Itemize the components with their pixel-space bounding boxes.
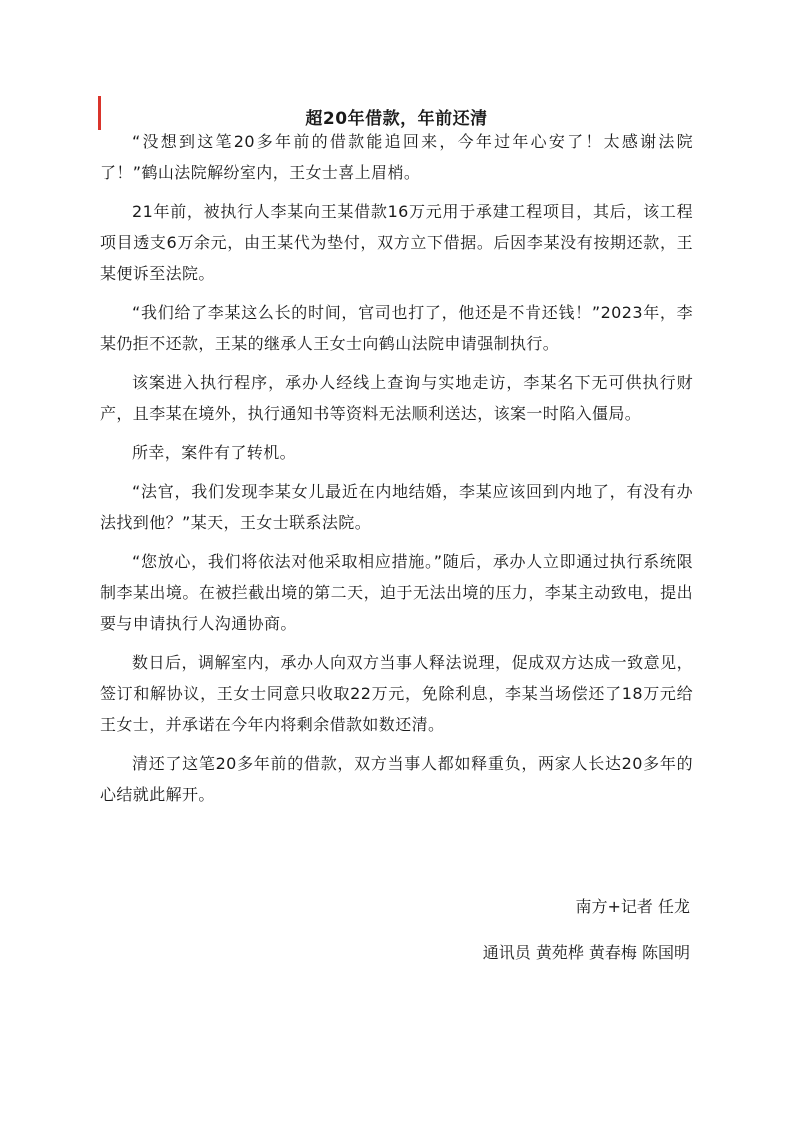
article-paragraph: 21年前，被执行人李某向王某借款16万元用于承建工程项目，其后，该工程项目透支6万余元，由王某代为垫付，双方立下借据。后因李某没有按期还款，王某便诉至法院。 xyxy=(100,202,693,283)
reporter-credit: 南方+记者 任龙 xyxy=(575,897,690,916)
article-paragraph: “法官，我们发现李某女儿最近在内地结婚，李某应该回到内地了，有没有办法找到他？”某天，王女士联系法院。 xyxy=(100,482,693,532)
article-paragraph: 所幸，案件有了转机。 xyxy=(132,443,297,462)
article-paragraph: 清还了这笔20多年前的借款，双方当事人都如释重负，两家人长达20多年的心结就此解开。 xyxy=(100,754,693,804)
correspondent-credit: 通讯员 黄苑桦 黄春梅 陈国明 xyxy=(482,943,690,962)
article-paragraph: 数日后，调解室内，承办人向双方当事人释法说理，促成双方达成一致意见，签订和解协议，王女士同意只收取22万元，免除利息，李某当场偿还了18万元给王女士，并承诺在今年内将剩余借款如数还清。 xyxy=(100,653,693,734)
article-paragraph: “我们给了李某这么长的时间，官司也打了，他还是不肯还钱！”2023年，李某仍拒不还款，王某的继承人王女士向鹤山法院申请强制执行。 xyxy=(100,303,693,353)
article-title: 超20年借款，年前还清 xyxy=(305,109,488,130)
article-paragraph: 该案进入执行程序，承办人经线上查询与实地走访，李某名下无可供执行财产，且李某在境外，执行通知书等资料无法顺利送达，该案一时陷入僵局。 xyxy=(100,373,693,423)
article-body xyxy=(100,126,693,818)
article-paragraph: “没想到这笔20多年前的借款能追回来，今年过年心安了！太感谢法院了！”鹤山法院解纷室内，王女士喜上眉梢。 xyxy=(100,132,693,182)
byline xyxy=(483,891,690,983)
article-paragraph: “您放心，我们将依法对他采取相应措施。”随后，承办人立即通过执行系统限制李某出境。在被拦截出境的第二天，迫于无法出境的压力，李某主动致电，提出要与申请执行人沟通协商。 xyxy=(100,552,693,633)
